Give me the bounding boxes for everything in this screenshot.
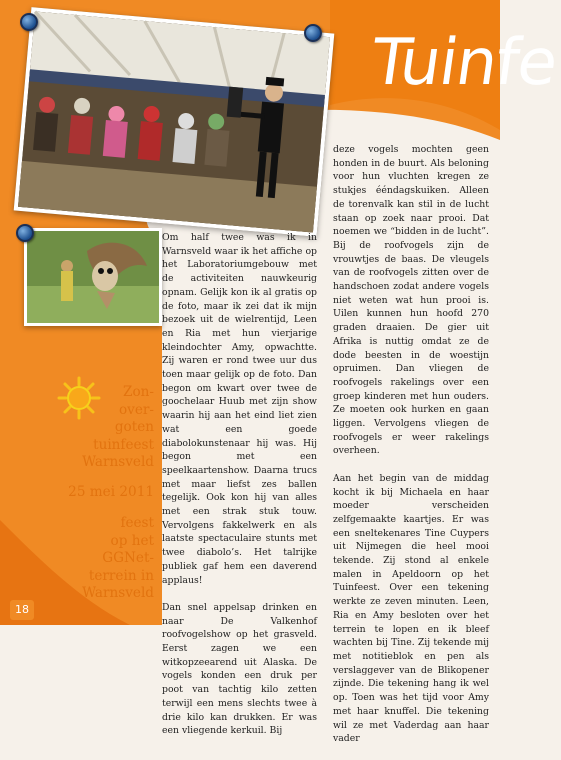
article-column-2 [333, 143, 489, 760]
sidebar-subtitle-line: GGNet- [102, 550, 154, 566]
article-column-1 [162, 231, 317, 752]
pushpin-icon [20, 13, 38, 31]
pushpin-icon [16, 224, 34, 242]
sidebar-subtitle [82, 515, 154, 603]
sidebar-heading-line: Zon- [123, 384, 154, 400]
main-photo [14, 7, 335, 237]
sidebar-heading [82, 384, 154, 472]
sidebar-subtitle-line: terrein in [88, 567, 154, 584]
sidebar-heading-line: over- [119, 401, 154, 418]
pushpin-icon [304, 24, 322, 42]
sidebar-heading-line: Warnsveld [82, 454, 154, 470]
sidebar-heading-line: tuinfeest [93, 436, 154, 453]
page-number: 18 [10, 600, 34, 620]
article-paragraph: Om half twee was ik in Warnsveld waar ik het affiche op het Laboratoriumgebouw met de activiteiten nauwkeurig opnam. Gelijk kon ik al gratis op de foto, maar ik zei dat ik mijn bezoek uit de wielrentijd, Leen en Ria met hun vierjarige kleindochter Amy, opwachtte. Zij waren er rond twee uur dus toen maar gelijk op de foto. Dan begon om kwart over twee de goochelaar Huub met zijn show waarin hij aan het eind liet zien wat een goede diabolokunstenaar hij was. Hij begon met een speelkaartenshow. Daarna trucs met maar liefst zes ballen tegelijk. Ook kon hij van alles met een strak stuk touw. Vervolgens fakkelwerk en als laatste spectaculaire stunts met twee diabolo’s. Het talrijke publiek gaf hem een daverend applaus! [162, 232, 317, 586]
article-paragraph: Aan het begin van de middag kocht ik bij Michaela en haar moeder verscheiden zelfgemaakte kaartjes. Er was een sneltekenares Tine Cuypers uit Nijmegen die heel mooi tekende. Zij stond al enkele malen in Apeldoorn op het Tuinfeest. Over een tekening werkte ze zeven minuten. Leen, Ria en Amy besloten over het terrein te lopen en ik bleef wachten bij Tine. Zij tekende mij met notitieblok en pen als verslaggever van de Blikopener zijnde. Die tekening hang ik wel op. Toen was het tijd voor Amy met haar knuffel. Die tekening wil ze met Vaderdag aan haar vader [333, 472, 489, 745]
sidebar-subtitle-line: Warnsveld [82, 585, 154, 601]
owl-photo [24, 228, 162, 326]
page-title: Tuinfe [366, 26, 561, 100]
magician-show-illustration [18, 11, 330, 232]
sidebar-heading-line: goten [114, 419, 154, 435]
article-paragraph: Dan snel appelsap drinken en naar De Valkenhof roofvogelshow op het grasveld. Eerst zagen we een witkopzeearend uit Alaska. De vogels konden een druk per poot van tachtig kilo zetten terwijl een mens slechts twee à drie kilo kan drukken. Er was een vliegende kerkuil. Bij [162, 601, 317, 737]
sidebar-subtitle-line: feest [120, 515, 154, 531]
owl-illustration [27, 231, 159, 323]
article-paragraph: deze vogels mochten geen honden in de buurt. Als beloning voor hun vluchten kregen ze stukjes ééndagskuiken. Alleen de torenvalk kan stil in de lucht staan op zoek naar prooi. Dat noemen we “bidden in de lucht”. Bij de roofvogels zijn de vrouwtjes de baas. De vleugels van de roofvogels zitten over de handschoen zodat andere vogels niet weten wat hun prooi is. Uilen kunnen hun hoofd 270 graden draaien. De gier uit Afrika is nuttig omdat ze de dode beesten in de woestijn opruimen. Dan vliegen de roofvogels rakelings over een groep kinderen met hun ouders. Ze moeten ook hurken en gaan liggen. Vervolgens vliegen de roofvogels er weer rakelings overheen. [333, 144, 489, 457]
sidebar-date: 25 mei 2011 [68, 484, 154, 500]
sidebar-subtitle-line: op het [110, 532, 154, 549]
